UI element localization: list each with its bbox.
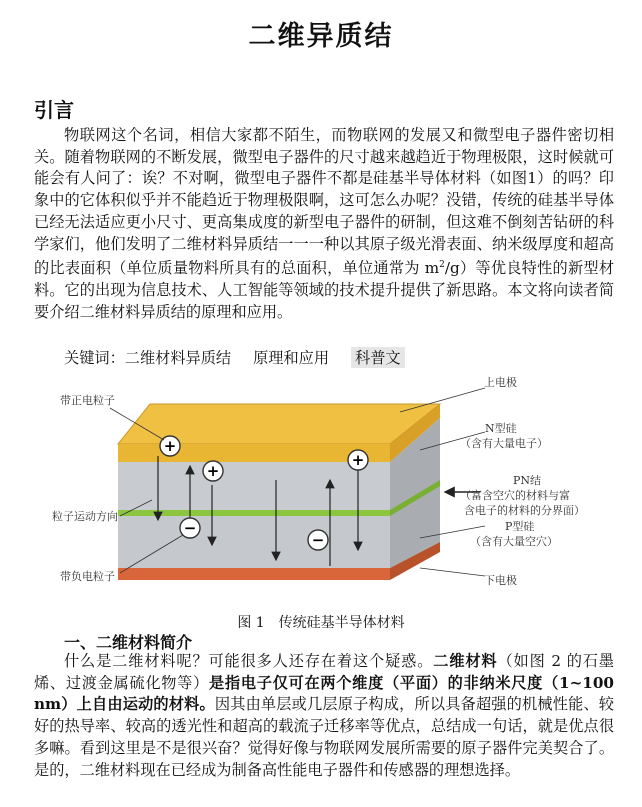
svg-text:−: − bbox=[183, 519, 197, 537]
pn-junction-layer bbox=[118, 510, 390, 516]
section-text-2: （如图 2 的石墨烯、过渡金属硫化物等） bbox=[34, 652, 614, 692]
section-text-1: 什么是二维材料呢？可能很多人还存在着这个疑惑。 bbox=[64, 652, 434, 670]
label-p-silicon: P型硅 bbox=[505, 520, 535, 533]
p-silicon-layer bbox=[118, 516, 390, 568]
section-text-3: 因其由单层或几层原子构成，所以具备超强的机械性能、较好的热导率、较高的透光性和超高的载流子迁移率等优点，总结成一句话，就是优点很多嘛。看到这里是不是很兴奋？觉得好像与物联网发展所需要的原子器件完美契合了。是的，二维材料现在已经成为制备高性能电子器件和传感器的理想选择。 bbox=[34, 695, 614, 779]
section-paragraph bbox=[34, 651, 614, 781]
positive-particle bbox=[348, 450, 368, 470]
svg-text:+: + bbox=[351, 451, 365, 469]
label-p-silicon-sub: （含有大量空穴） bbox=[470, 535, 558, 548]
positive-particle bbox=[203, 461, 223, 481]
bottom-electrode-front bbox=[118, 568, 390, 580]
semiconductor-figure bbox=[40, 370, 600, 602]
intro-text-b: /g）等优良特性的新型材料。它的出现为信息技术、人工智能等领域的技术提升提供了新思路。本文将向读者简要介绍二维材料异质结的原理和应用。 bbox=[34, 259, 615, 321]
svg-text:−: − bbox=[311, 531, 325, 549]
keyword-1: 二维材料异质结 bbox=[124, 349, 232, 367]
label-pn-sub2: 含电子的材料的分界面） bbox=[464, 504, 585, 517]
negative-particle bbox=[308, 530, 328, 550]
label-n-silicon-sub: （含有大量电子） bbox=[460, 437, 548, 450]
section-bold-2: 是指电子仅可在两个维度（平面）的非纳米尺度（1~100 nm）上自由运动的材料。 bbox=[34, 673, 614, 714]
svg-text:+: + bbox=[163, 437, 177, 455]
label-positive-particle: 带正电粒子 bbox=[60, 394, 115, 407]
intro-text-a: 物联网这个名词，相信大家都不陌生，而物联网的发展又和微型电子器件密切相关。随着物联网的不断发展，微型电子器件的尺寸越来越趋近于物理极限，这时候就可能会有人问了：诶？不对啊，微型电子器件不都是硅基半导体材料（如图1）的吗？印象中的它体积似乎并不能趋近于物理极限啊，这可怎么办呢？没错，传统的硅基半导体已经无法适应更小尺寸、更高集成度的新型电子器件的研制，但这难不倒刻苦钻研的科学家们，他们发明了二维材料异质结一一一种以其原子级光滑表面、纳米级厚度和超高的比表面积（单位质量物料所具有的总面积，单位通常为 m bbox=[34, 126, 614, 278]
figure-caption: 图 1 传统硅基半导体材料 bbox=[237, 615, 405, 631]
page-title: 二维异质结 bbox=[248, 21, 394, 52]
keyword-3: 科普文 bbox=[351, 347, 405, 368]
label-motion-direction: 粒子运动方向 bbox=[52, 510, 118, 523]
section-heading: 一、二维材料简介 bbox=[64, 633, 193, 652]
intro-sup: 2 bbox=[439, 260, 445, 271]
intro-paragraph bbox=[34, 125, 614, 323]
n-silicon-layer bbox=[118, 462, 390, 510]
intro-heading: 引言 bbox=[34, 98, 74, 122]
label-pn-sub1: （富含空穴的材料与富 bbox=[460, 489, 570, 502]
section-bold-1: 二维材料 bbox=[433, 652, 498, 670]
keywords bbox=[64, 347, 405, 368]
keywords-label: 关键词： bbox=[64, 349, 125, 367]
keyword-2: 原理和应用 bbox=[253, 349, 329, 367]
label-top-electrode: 上电极 bbox=[484, 376, 517, 389]
label-pn: PN结 bbox=[513, 474, 542, 487]
label-n-silicon: N型硅 bbox=[485, 422, 517, 435]
label-negative-particle: 带负电粒子 bbox=[60, 570, 115, 583]
svg-text:+: + bbox=[206, 462, 220, 480]
label-bottom-electrode: 下电极 bbox=[484, 574, 517, 587]
